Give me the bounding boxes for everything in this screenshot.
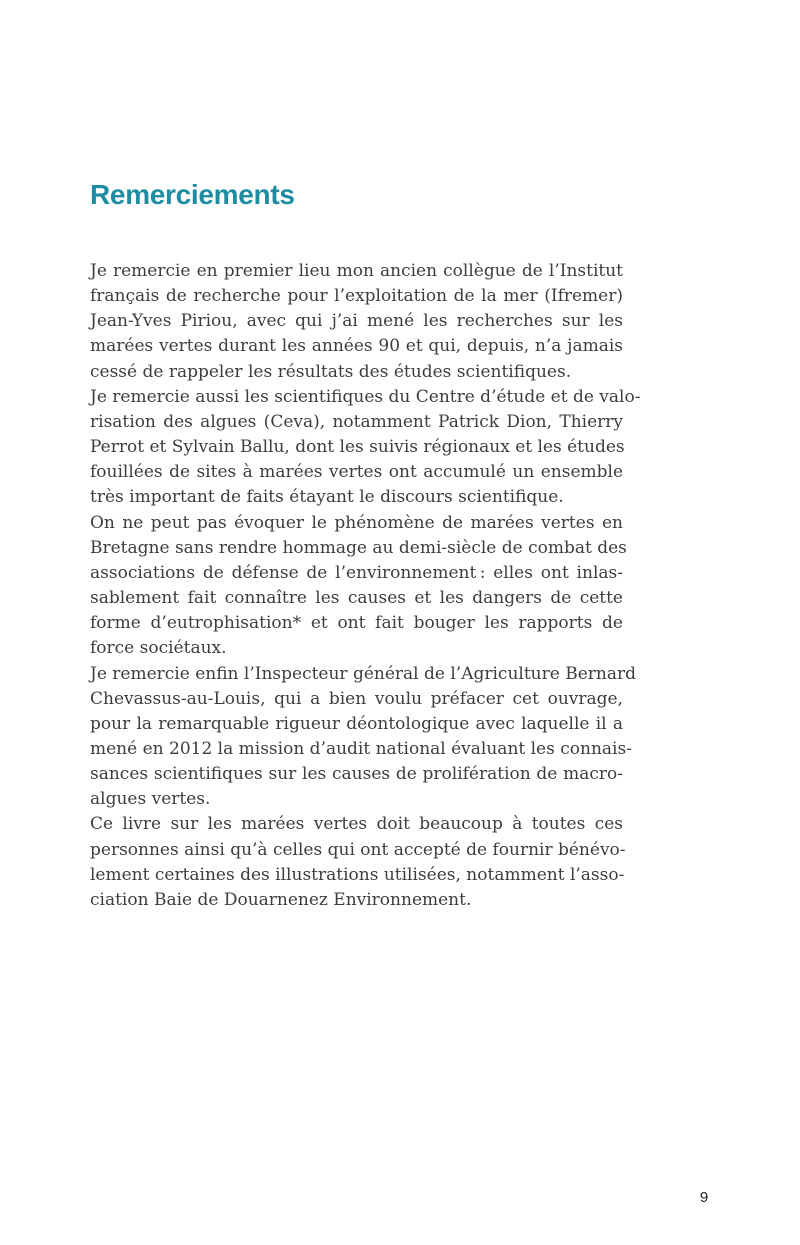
text-line: Je remercie en premier lieu mon ancien collègue de l’Institut — [90, 261, 623, 281]
text-line: très important de faits étayant le discours scientifique. — [90, 487, 564, 508]
text-line: risation des algues (Ceva), notamment Patrick Dion, Thierry — [90, 411, 623, 432]
text-line: On ne peut pas évoquer le phénomène de marées vertes en — [90, 512, 623, 533]
text-line: sablement fait connaître les causes et les dangers de cette — [90, 588, 623, 609]
paragraph — [90, 662, 636, 813]
text-line: Ce livre sur les marées vertes doit beaucoup à toutes ces — [90, 814, 623, 835]
text-line: fouillées de sites à marées vertes ont accumulé un ensemble — [90, 462, 623, 483]
text-line: mené en 2012 la mission d’audit national évaluant les connais- — [90, 738, 632, 759]
text-line: Je remercie aussi les scientifiques du Centre d’étude et de valo- — [90, 386, 641, 407]
text-line: ciation Baie de Douarnenez Environnement. — [90, 889, 472, 910]
text-line: cessé de rappeler les résultats des études scientifiques. — [90, 361, 572, 382]
text-line: algues vertes. — [90, 789, 211, 810]
paragraph — [90, 511, 627, 662]
text-line: force sociétaux. — [90, 638, 227, 659]
text-line: Chevassus-au-Louis, qui a bien voulu préfacer cet ouvrage, — [90, 688, 623, 709]
text-line: Bretagne sans rendre hommage au demi-siècle de combat des — [90, 537, 627, 558]
text-line: lement certaines des illustrations utilisées, notamment l’asso- — [90, 864, 625, 885]
text-line: sances scientifiques sur les causes de prolifération de macro- — [90, 764, 623, 785]
text-line: Jean-Yves Piriou, avec qui j’ai mené les recherches sur les — [90, 311, 623, 332]
text-line: Je remercie enfin l’Inspecteur général de l’Agriculture Bernard — [90, 663, 636, 684]
text-line: marées vertes durant les années 90 et qui, depuis, n’a jamais — [90, 336, 623, 357]
body-text — [90, 259, 641, 913]
text-line: français de recherche pour l’exploitation de la mer (Ifremer) — [90, 286, 623, 307]
text-line: pour la remarquable rigueur déontologique avec laquelle il a — [90, 713, 623, 734]
text-line: Perrot et Sylvain Ballu, dont les suivis régionaux et les études — [90, 437, 625, 458]
text-line: forme d’eutrophisation* et ont fait bouger les rapports de — [90, 613, 623, 634]
text-line: personnes ainsi qu’à celles qui ont accepté de fournir bénévo- — [90, 839, 626, 860]
chapter-title: Remerciements — [90, 179, 295, 210]
paragraph — [90, 812, 626, 913]
text-line: associations de défense de l’environnement : elles ont inlas- — [90, 562, 623, 583]
page-number: 9 — [699, 1189, 709, 1206]
paragraph — [90, 259, 623, 385]
paragraph — [90, 385, 641, 511]
